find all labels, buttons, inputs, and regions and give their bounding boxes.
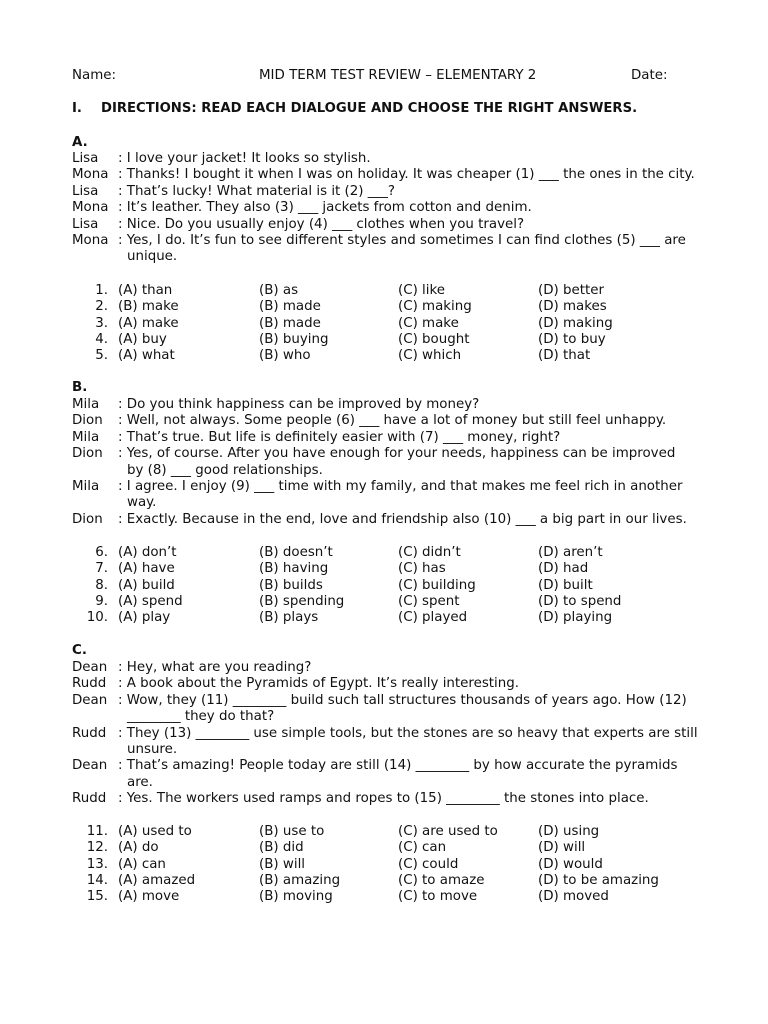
answer-option: (A) move — [118, 889, 180, 905]
answer-option: (D) aren’t — [538, 545, 603, 560]
answer-option: (C) spent — [398, 593, 460, 609]
answer-option: (B) builds — [259, 577, 323, 593]
dialogue-line: : Do you think happiness can be improved by money? — [118, 397, 480, 412]
answer-option: (B) spending — [259, 593, 345, 609]
dialogue-line: : That’s lucky! What material is it (2) ___? — [118, 183, 395, 199]
speaker-name: Dean — [72, 692, 108, 708]
answer-option: (D) better — [538, 283, 604, 298]
section-label: A. — [72, 135, 88, 150]
dialogue-line: : Nice. Do you usually enjoy (4) ___ clothes when you travel? — [118, 216, 525, 232]
answer-option: (D) built — [538, 577, 593, 593]
dialogue-line-continued: by (8) ___ good relationships. — [127, 462, 323, 478]
dialogue-line: : That’s true. But life is definitely easier with (7) ___ money, right? — [118, 429, 561, 445]
answer-option: (C) which — [398, 348, 462, 364]
speaker-name: Rudd — [72, 791, 107, 807]
dialogue-line: : A book about the Pyramids of Egypt. It’s really interesting. — [118, 676, 520, 692]
answer-option: (A) build — [118, 577, 175, 593]
answer-option: (A) don’t — [118, 545, 177, 560]
answer-option: (D) makes — [538, 299, 607, 315]
dialogue-line: : Exactly. Because in the end, love and friendship also (10) ___ a big part in our lives. — [118, 511, 687, 527]
question-number: 5. — [95, 348, 108, 364]
speaker-name: Mila — [72, 397, 100, 412]
answer-option: (C) could — [398, 856, 459, 872]
question-number: 15. — [86, 889, 108, 905]
question-number: 11. — [86, 824, 108, 839]
question-number: 6. — [95, 545, 108, 560]
dialogue-line: : Hey, what are you reading? — [118, 660, 312, 675]
question-number: 3. — [95, 315, 108, 331]
answer-option: (B) who — [259, 348, 311, 364]
answer-option: (A) what — [118, 348, 175, 364]
answer-option: (A) amazed — [118, 872, 196, 888]
directions-text: DIRECTIONS: READ EACH DIALOGUE AND CHOOSE THE RIGHT ANSWERS. — [101, 101, 638, 116]
answer-option: (A) play — [118, 610, 171, 626]
answer-option: (D) playing — [538, 610, 613, 626]
question-number: 14. — [86, 872, 108, 888]
speaker-name: Lisa — [72, 151, 99, 166]
answer-option: (B) make — [118, 299, 179, 315]
answer-option: (C) has — [398, 561, 446, 577]
answer-option: (C) building — [398, 577, 476, 593]
answer-option: (A) buy — [118, 331, 167, 347]
answer-option: (B) as — [259, 283, 299, 298]
speaker-name: Dean — [72, 758, 108, 774]
speaker-name: Mila — [72, 479, 100, 494]
speaker-name: Dean — [72, 660, 108, 675]
name-label: Name: — [72, 68, 117, 83]
answer-option: (C) making — [398, 299, 472, 315]
answer-option: (B) made — [259, 299, 321, 315]
dialogue-line: : Yes, of course. After you have enough for your needs, happiness can be improved — [118, 446, 676, 462]
answer-option: (A) can — [118, 856, 166, 872]
answer-option: (D) making — [538, 315, 613, 331]
answer-option: (D) that — [538, 348, 591, 364]
answer-option: (D) had — [538, 561, 589, 577]
dialogue-line: : Thanks! I bought it when I was on holiday. It was cheaper (1) ___ the ones in the city. — [118, 167, 695, 183]
answer-option: (B) buying — [259, 331, 329, 347]
dialogue-line-continued: are. — [127, 774, 153, 790]
speaker-name: Mila — [72, 429, 100, 445]
speaker-name: Mona — [72, 200, 109, 216]
directions — [72, 101, 637, 116]
dialogue-line: : I agree. I enjoy (9) ___ time with my family, and that makes me feel rich in another — [118, 479, 683, 494]
answer-option: (B) doesn’t — [259, 545, 333, 560]
speaker-name: Lisa — [72, 216, 99, 232]
dialogue-line: : Well, not always. Some people (6) ___ have a lot of money but still feel unhappy. — [118, 413, 667, 429]
answer-option: (B) amazing — [259, 872, 341, 888]
answer-option: (A) make — [118, 315, 179, 331]
answer-option: (B) made — [259, 315, 321, 331]
answer-option: (C) to move — [398, 889, 478, 905]
answer-option: (C) bought — [398, 331, 470, 347]
question-number: 9. — [95, 593, 108, 609]
dialogue-line: : Yes. The workers used ramps and ropes to (15) ________ the stones into place. — [118, 791, 649, 807]
dialogue-line: : I love your jacket! It looks so stylish. — [118, 151, 371, 166]
answer-option: (D) to be amazing — [538, 872, 659, 888]
speaker-name: Dion — [72, 446, 103, 462]
dialogue-line: : It’s leather. They also (3) ___ jackets from cotton and denim. — [118, 200, 532, 216]
speaker-name: Mona — [72, 167, 109, 183]
question-number: 2. — [95, 299, 108, 315]
question-number: 8. — [95, 577, 108, 593]
answer-option: (D) to buy — [538, 331, 606, 347]
section-label: B. — [72, 380, 88, 395]
question-number: 12. — [86, 840, 108, 856]
section-label: C. — [72, 643, 87, 658]
answer-option: (C) didn’t — [398, 545, 461, 560]
dialogue-line-continued: ________ they do that? — [127, 709, 275, 725]
date-label: Date: — [631, 68, 668, 83]
dialogue-line-continued: unique. — [127, 249, 178, 265]
speaker-name: Lisa — [72, 183, 99, 199]
speaker-name: Mona — [72, 233, 109, 248]
question-number: 10. — [86, 610, 108, 626]
answer-option: (D) would — [538, 856, 603, 872]
answer-option: (B) having — [259, 561, 329, 577]
answer-option: (C) make — [398, 315, 459, 331]
speaker-name: Dion — [72, 511, 103, 527]
answer-option: (D) moved — [538, 889, 609, 905]
answer-option: (B) did — [259, 840, 304, 856]
answer-option: (D) using — [538, 824, 600, 839]
answer-option: (C) to amaze — [398, 872, 485, 888]
answer-option: (D) to spend — [538, 593, 622, 609]
speaker-name: Rudd — [72, 676, 107, 692]
dialogue-line: : Yes, I do. It’s fun to see different styles and sometimes I can find clothes (5) ___ are — [118, 233, 686, 248]
question-number: 13. — [86, 856, 108, 872]
answer-option: (C) played — [398, 610, 468, 626]
dialogue-line-continued: unsure. — [127, 742, 178, 757]
speaker-name: Rudd — [72, 725, 107, 741]
question-number: 4. — [95, 331, 108, 347]
answer-option: (B) use to — [259, 824, 325, 839]
answer-option: (A) spend — [118, 593, 183, 609]
dialogue-line: : Wow, they (11) ________ build such tall structures thousands of years ago. How (12) — [118, 692, 687, 708]
answer-option: (A) used to — [118, 824, 192, 839]
answer-option: (A) than — [118, 283, 173, 298]
question-number: 7. — [95, 561, 108, 577]
speaker-name: Dion — [72, 413, 103, 429]
answer-option: (A) do — [118, 840, 159, 856]
answer-option: (C) are used to — [398, 824, 498, 839]
dialogue-line-continued: way. — [127, 495, 157, 511]
question-number: 1. — [95, 283, 108, 298]
answer-option: (B) moving — [259, 889, 333, 905]
directions-number: I. — [72, 101, 82, 116]
answer-option: (D) will — [538, 840, 586, 856]
dialogue-line: : They (13) ________ use simple tools, but the stones are so heavy that experts are still — [118, 725, 698, 741]
dialogue-line: : That’s amazing! People today are still (14) ________ by how accurate the pyramids — [118, 758, 678, 774]
answer-option: (B) will — [259, 856, 306, 872]
answer-option: (C) can — [398, 840, 447, 856]
answer-option: (A) have — [118, 561, 175, 577]
answer-option: (B) plays — [259, 610, 319, 626]
answer-option: (C) like — [398, 283, 446, 298]
page-title: MID TERM TEST REVIEW – ELEMENTARY 2 — [259, 68, 537, 83]
